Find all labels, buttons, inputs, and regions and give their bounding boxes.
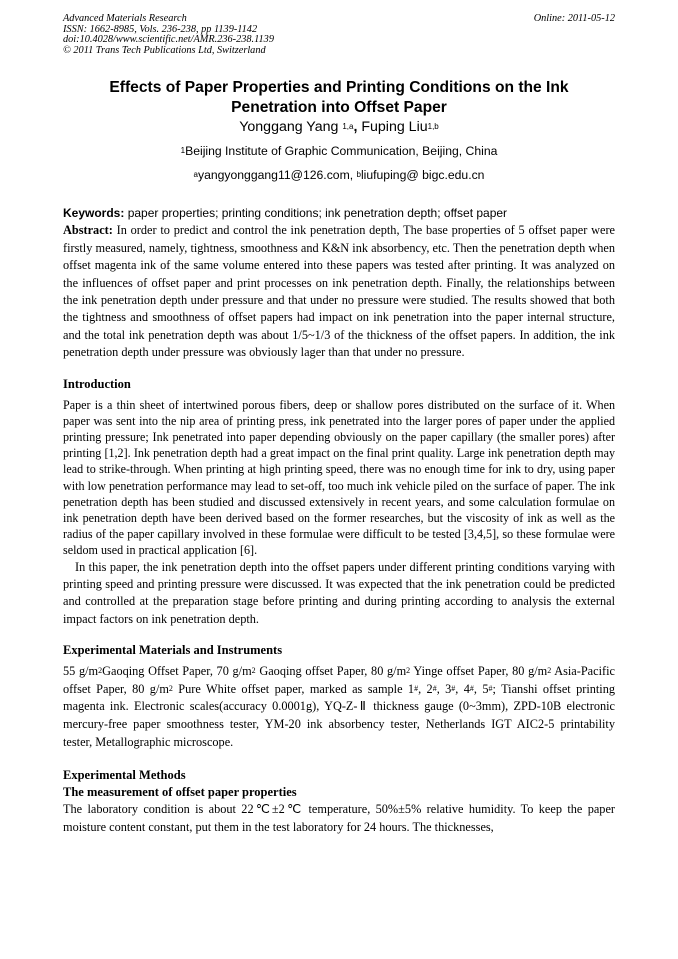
materials-sup: #: [414, 683, 419, 693]
materials-text: Gaoqing Offset Paper, 70 g/m: [102, 664, 252, 679]
section-heading-materials: Experimental Materials and Instruments: [63, 643, 283, 658]
affiliation-text: Beijing Institute of Graphic Communication, Beijing, China: [185, 144, 498, 159]
abstract: [63, 222, 615, 361]
materials-sup: #: [451, 683, 456, 693]
materials-sup: #: [488, 683, 493, 693]
introduction-paragraph-2: In this paper, the ink penetration depth into the offset papers under different printing conditions varying with printing speed and printing pressure were discussed. It was expected that the ink penetration could be predicted and controlled at the preparation stage before printing and during printing according to analysis the external impact factors on ink penetration depth.: [63, 559, 615, 626]
keywords-label: Keywords:: [63, 206, 125, 221]
abstract-text: In order to predict and control the ink penetration depth, The base properties of 5 offset paper were firstly measured, namely, tightness, smoothness and K&N ink absorbency, etc. Then the penetration depth when offset magenta ink of the same volume entered into these papers was tested after printing. It was analyzed on the influences of offset paper and print processes on ink penetration depth. Finally, the relationships between the ink penetration depth under pressure and that under no pressure were studied. The results showed that both the tightness and smoothness of offset papers had impact on ink penetration into the paper internal structure, and the total ink penetration depth was about 1/5~1/3 of the thickness of the offset papers. In addition, the ink penetration depth under pressure was obviously lager than that under no pressure.: [63, 223, 615, 360]
section-heading-methods: Experimental Methods: [63, 768, 186, 783]
author-1: Yonggang Yang: [239, 119, 343, 136]
materials-paragraph: [63, 663, 615, 751]
subsection-heading-paper-properties: The measurement of offset paper properties: [63, 785, 297, 800]
materials-sup: 2: [251, 666, 256, 676]
author-emails: [63, 168, 615, 183]
email-a-sup: a: [193, 170, 198, 180]
title-line-2: Penetration into Offset Paper: [231, 99, 447, 117]
email-a: yangyonggang11@126.com,: [197, 168, 357, 183]
materials-text: Pure White offset paper, marked as sample 1: [172, 681, 415, 696]
affiliation-sup: 1: [180, 146, 186, 156]
author-1-sup: 1,a: [342, 122, 354, 132]
email-b: liufuping@ bigc.edu.cn: [360, 168, 485, 183]
author-separator: ,: [353, 119, 362, 136]
keywords: [63, 205, 615, 222]
introduction-paragraph-1: Paper is a thin sheet of intertwined porous fibers, deep or shallow pores distributed on the surface of it. When paper was sent into the nip area of printing press, ink penetrated into the larger pores of paper under the applied printing pressure; Ink penetrated into paper depending obviously on the paper capillary (the smaller pores) after printing [1,2]. Ink penetration depth had a great impact on the final print quality. Large ink penetration depth may lead to strike-through. When printing at high printing speed, there was no enough time for ink to dry, using paper with low penetration performance may lead to set-off, too much ink vehicle piled on the surface of paper. The ink penetration depth has been studied and discussed extensively in recent years, and some calculation formulae on ink penetration depth have been derived based on the former researches, but the viscosity of ink as well as the radius of the paper capillary involved in these formulae were difficult to be tested [3,4,5], so these formulae were seldom used in practical application [6].: [63, 397, 615, 558]
materials-text: , 5: [473, 681, 489, 696]
materials-text: Gaoqing offset Paper, 80 g/m: [255, 664, 407, 679]
author-2-sup: 1,b: [427, 122, 439, 132]
journal-name: Advanced Materials Research: [63, 13, 187, 24]
journal-issn: ISSN: 1662-8985, Vols. 236-238, pp 1139-1142: [63, 23, 258, 35]
journal-header: [63, 14, 615, 56]
materials-sup: #: [469, 683, 474, 693]
online-date: Online: 2011-05-12: [533, 13, 615, 24]
paper-title: [63, 78, 615, 118]
materials-sup: 2: [98, 666, 103, 676]
keywords-text: paper properties; printing conditions; ink penetration depth; offset paper: [124, 206, 508, 221]
abstract-label: Abstract:: [63, 223, 113, 238]
affiliation: [63, 144, 615, 159]
author-list: [63, 118, 615, 137]
materials-sup: 2: [547, 666, 552, 676]
materials-text: , 4: [455, 681, 470, 696]
materials-sup: #: [432, 683, 437, 693]
materials-text: , 2: [418, 681, 433, 696]
journal-copyright: © 2011 Trans Tech Publications Ltd, Switzerland: [63, 44, 266, 56]
materials-sup: 2: [406, 666, 411, 676]
email-b-sup: b: [356, 170, 361, 180]
materials-text: ; Tianshi offset printing magenta ink. Electronic scales(accuracy 0.0001g), YQ-Z-Ⅱ thickness gauge (0~3mm), ZPD-10B electronic mercury-free paper smoothness tester, YM-20 ink absorbency tester, Netherlands IGT AIC2-5 printability tester, Metallographic microscope.: [63, 681, 616, 749]
materials-text: , 3: [436, 681, 452, 696]
paper-page: [63, 14, 615, 836]
journal-doi: doi:10.4028/www.scientific.net/AMR.236-238.1139: [63, 34, 274, 46]
materials-sup: 2: [168, 683, 173, 693]
section-heading-introduction: Introduction: [63, 376, 131, 391]
title-line-1: Effects of Paper Properties and Printing Conditions on the Ink: [109, 79, 569, 97]
methods-paragraph-1: The laboratory condition is about 22℃±2℃ temperature, 50%±5% relative humidity. To keep the paper moisture content constant, put them in the test laboratory for 24 hours. The thicknesses,: [63, 802, 615, 834]
materials-text: 55 g/m: [63, 664, 99, 679]
materials-text: Asia-Pacific offset Paper, 80 g/m: [63, 664, 615, 696]
author-2: Fuping Liu: [361, 119, 428, 136]
materials-text: Yinge offset Paper, 80 g/m: [410, 664, 548, 679]
